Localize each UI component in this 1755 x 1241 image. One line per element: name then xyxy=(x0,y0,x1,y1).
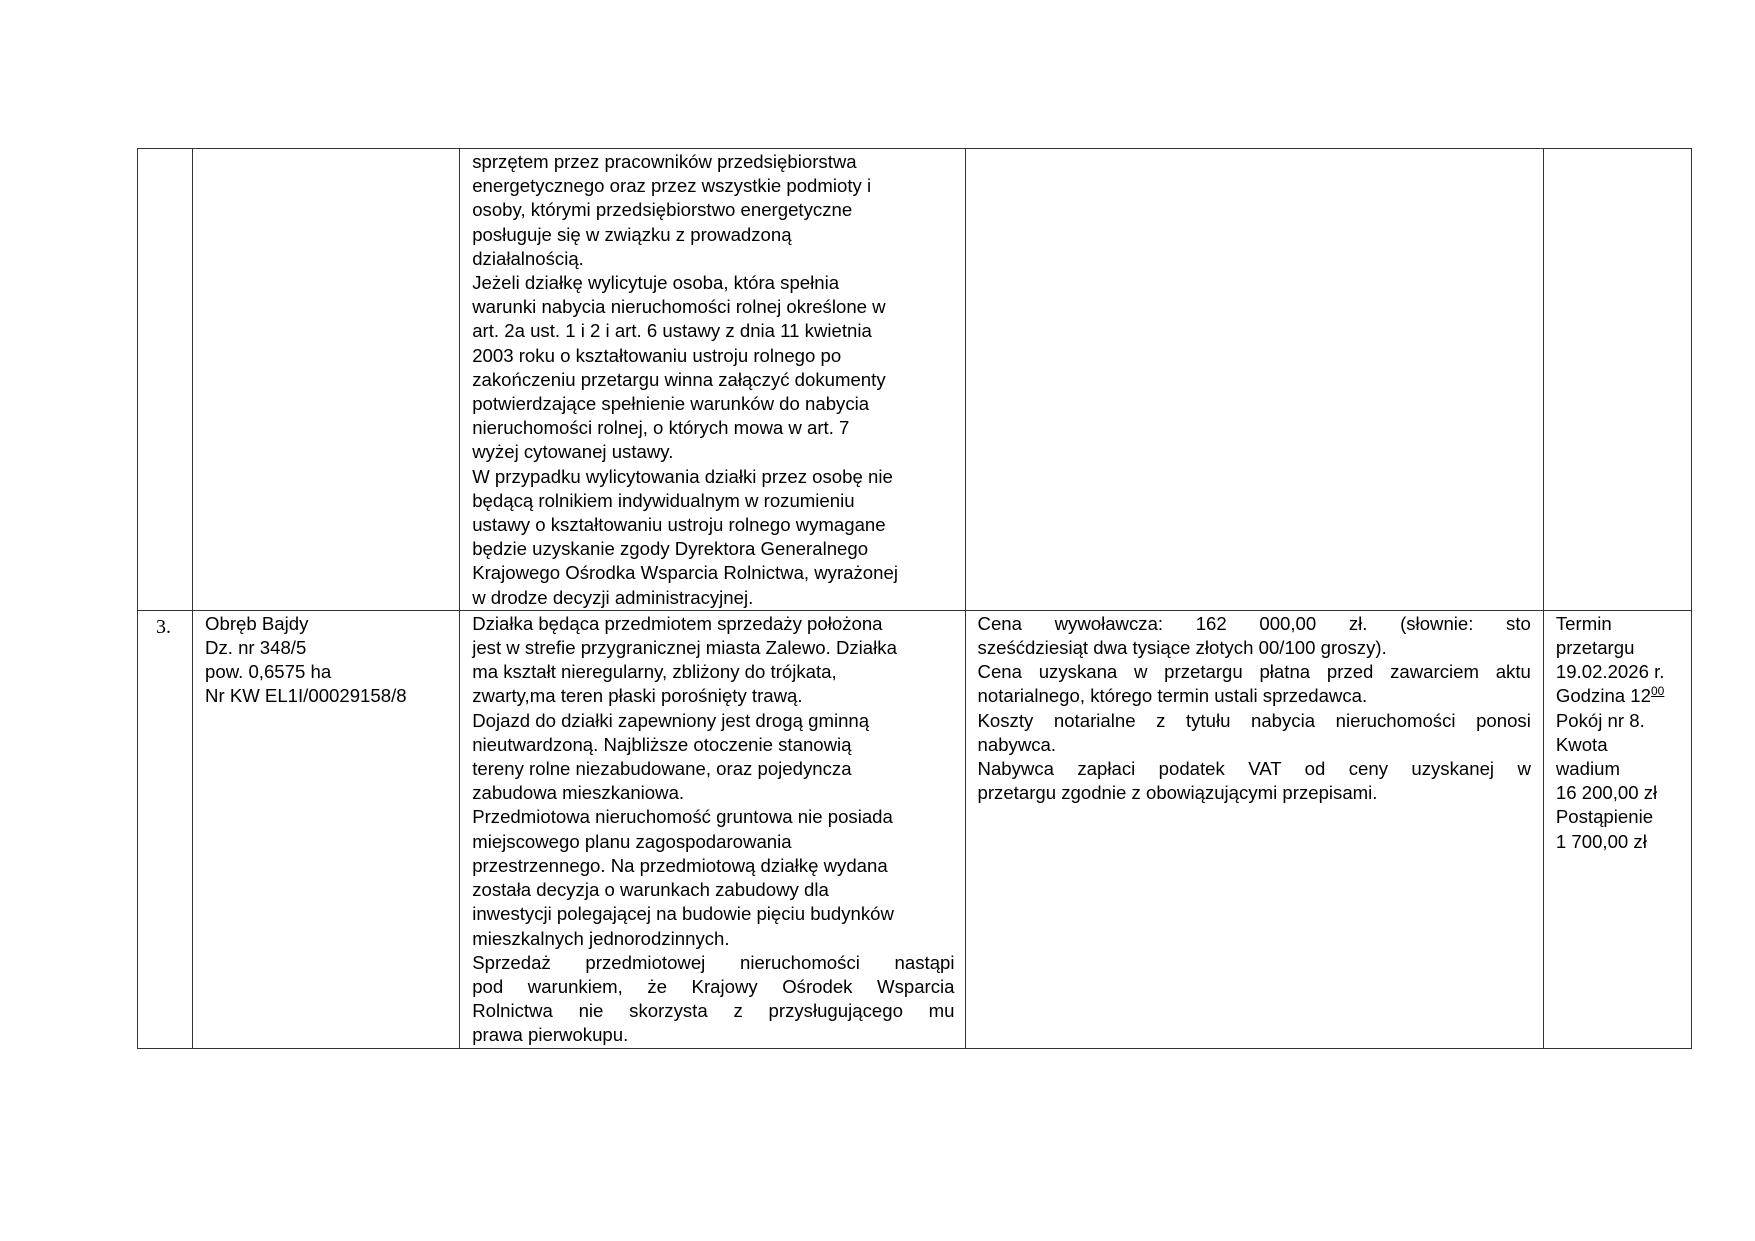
desc-line: warunki nabycia nieruchomości rolnej określone w xyxy=(472,296,886,318)
desc-line: będzie uzyskanie zgody Dyrektora Generalnego xyxy=(472,538,869,560)
term-label: Termin xyxy=(1555,612,1612,634)
desc-line-justified: Rolnictwa nie skorzysta z przysługującego mu xyxy=(472,1000,955,1022)
cell-price-empty xyxy=(965,149,1543,611)
increment-label: Postąpienie xyxy=(1555,806,1654,828)
desc-line: Przedmiotowa nieruchomość gruntowa nie posiada xyxy=(472,806,893,828)
desc-line: energetycznego oraz przez wszystkie podmioty i xyxy=(472,175,872,197)
desc-line: mieszkalnych jednorodzinnych. xyxy=(472,927,730,949)
deposit-label: Kwota xyxy=(1555,733,1608,755)
table-row-3 xyxy=(138,610,1692,1048)
term-room: Pokój nr 8. xyxy=(1555,709,1645,731)
desc-line-justified: pod warunkiem, że Krajowy Ośrodek Wsparcia xyxy=(472,975,955,997)
term-label: przetargu xyxy=(1555,637,1635,659)
desc-line: została decyzja o warunkach zabudowy dla xyxy=(472,879,829,901)
desc-line: Działka będąca przedmiotem sprzedaży położona xyxy=(472,612,883,634)
auction-table xyxy=(137,148,1692,1049)
desc-line: nieruchomości rolnej, o których mowa w art. 7 xyxy=(472,417,850,439)
cell-price xyxy=(965,610,1543,1048)
price-line: notarialnego, którego termin ustali sprzedawca. xyxy=(977,685,1368,707)
desc-line: nieutwardzoną. Najbliższe otoczenie stanowią xyxy=(472,733,852,755)
desc-line: zakończeniu przetargu winna załączyć dokumenty xyxy=(472,368,886,390)
cell-description xyxy=(460,610,965,1048)
desc-line: W przypadku wylicytowania działki przez osobę nie xyxy=(472,465,893,487)
cell-term-empty xyxy=(1543,149,1691,611)
desc-line: jest w strefie przygranicznej miasta Zalewo. Działka xyxy=(472,637,897,659)
desc-line: osoby, którymi przedsiębiorstwo energetyczne xyxy=(472,199,853,221)
desc-line: 2003 roku o kształtowaniu ustroju rolnego po xyxy=(472,344,842,366)
deposit-label: wadium xyxy=(1555,758,1620,780)
price-line: przetargu zgodnie z obowiązującymi przepisami. xyxy=(977,782,1378,804)
desc-line: Krajowego Ośrodka Wsparcia Rolnictwa, wyrażonej xyxy=(472,562,898,584)
desc-line: sprzętem przez pracowników przedsiębiorstwa xyxy=(472,151,857,172)
location-line: Dz. nr 348/5 xyxy=(205,637,307,659)
term-hour-prefix: Godzina 12 xyxy=(1555,685,1651,707)
desc-line: ma kształt nieregularny, zbliżony do trójkata, xyxy=(472,661,837,683)
cell-location-empty xyxy=(193,149,460,611)
desc-line: posługuje się w związku z prowadzoną xyxy=(472,223,792,245)
desc-line: przestrzennego. Na przedmiotową działkę wydana xyxy=(472,854,888,876)
price-line: Cena wywoławcza: 162 000,00 zł. (słownie: sto xyxy=(977,612,1531,634)
row-number: 3. xyxy=(156,615,171,638)
desc-line: ustawy o kształtowaniu ustroju rolnego wymagane xyxy=(472,514,886,536)
desc-line: prawa pierwokupu. xyxy=(472,1024,629,1046)
term-date: 19.02.2026 r. xyxy=(1555,661,1665,683)
price-line: Cena uzyskana w przetargu płatna przed zawarciem aktu xyxy=(977,661,1531,683)
price-line: Koszty notarialne z tytułu nabycia nieruchomości ponosi xyxy=(977,709,1531,731)
desc-line-justified: Sprzedaż przedmiotowej nieruchomości nastąpi xyxy=(472,951,955,973)
table-row-continuation xyxy=(138,149,1692,611)
term-hour xyxy=(1556,684,1683,708)
location-line: pow. 0,6575 ha xyxy=(205,661,332,683)
desc-line: będącą rolnikiem indywidualnym w rozumieniu xyxy=(472,489,855,511)
price-block xyxy=(966,611,1543,806)
desc-line: wyżej cytowanej ustawy. xyxy=(472,441,674,463)
term-hour-minutes: 00 xyxy=(1650,684,1665,699)
cell-description-continuation xyxy=(460,149,965,611)
desc-line: potwierdzające spełnienie warunków do nabycia xyxy=(472,393,870,415)
desc-line: działalnością. xyxy=(472,247,584,269)
deposit-amount: 16 200,00 zł xyxy=(1555,782,1658,804)
desc-line: miejscowego planu zagospodarowania xyxy=(472,830,792,852)
price-line: Nabywca zapłaci podatek VAT od ceny uzyskanej w xyxy=(977,758,1531,780)
location-line: Obręb Bajdy xyxy=(205,612,309,634)
cell-location xyxy=(193,610,460,1048)
desc-line: tereny rolne niezabudowane, oraz pojedyncza xyxy=(472,758,852,780)
cell-term xyxy=(1543,610,1691,1048)
cell-number-empty xyxy=(138,149,193,611)
increment-amount: 1 700,00 zł xyxy=(1555,830,1647,852)
desc-line: Jeżeli działkę wylicytuje osoba, która spełnia xyxy=(472,272,840,294)
desc-line: zabudowa mieszkaniowa. xyxy=(472,782,685,804)
desc-line: zwarty,ma teren płaski porośnięty trawą. xyxy=(472,685,803,707)
desc-line: art. 2a ust. 1 i 2 i art. 6 ustawy z dnia 11 kwietnia xyxy=(472,320,872,342)
desc-line: Dojazd do działki zapewniony jest drogą gminną xyxy=(472,709,870,731)
price-line: sześćdziesiąt dwa tysiące złotych 00/100 groszy). xyxy=(977,637,1387,659)
cell-number xyxy=(138,610,193,1048)
desc-line: w drodze decyzji administracyjnej. xyxy=(472,586,754,608)
desc-line: inwestycji polegającej na budowie pięciu budynków xyxy=(472,903,894,925)
price-line: nabywca. xyxy=(977,733,1057,755)
location-line: Nr KW EL1I/00029158/8 xyxy=(205,685,407,707)
